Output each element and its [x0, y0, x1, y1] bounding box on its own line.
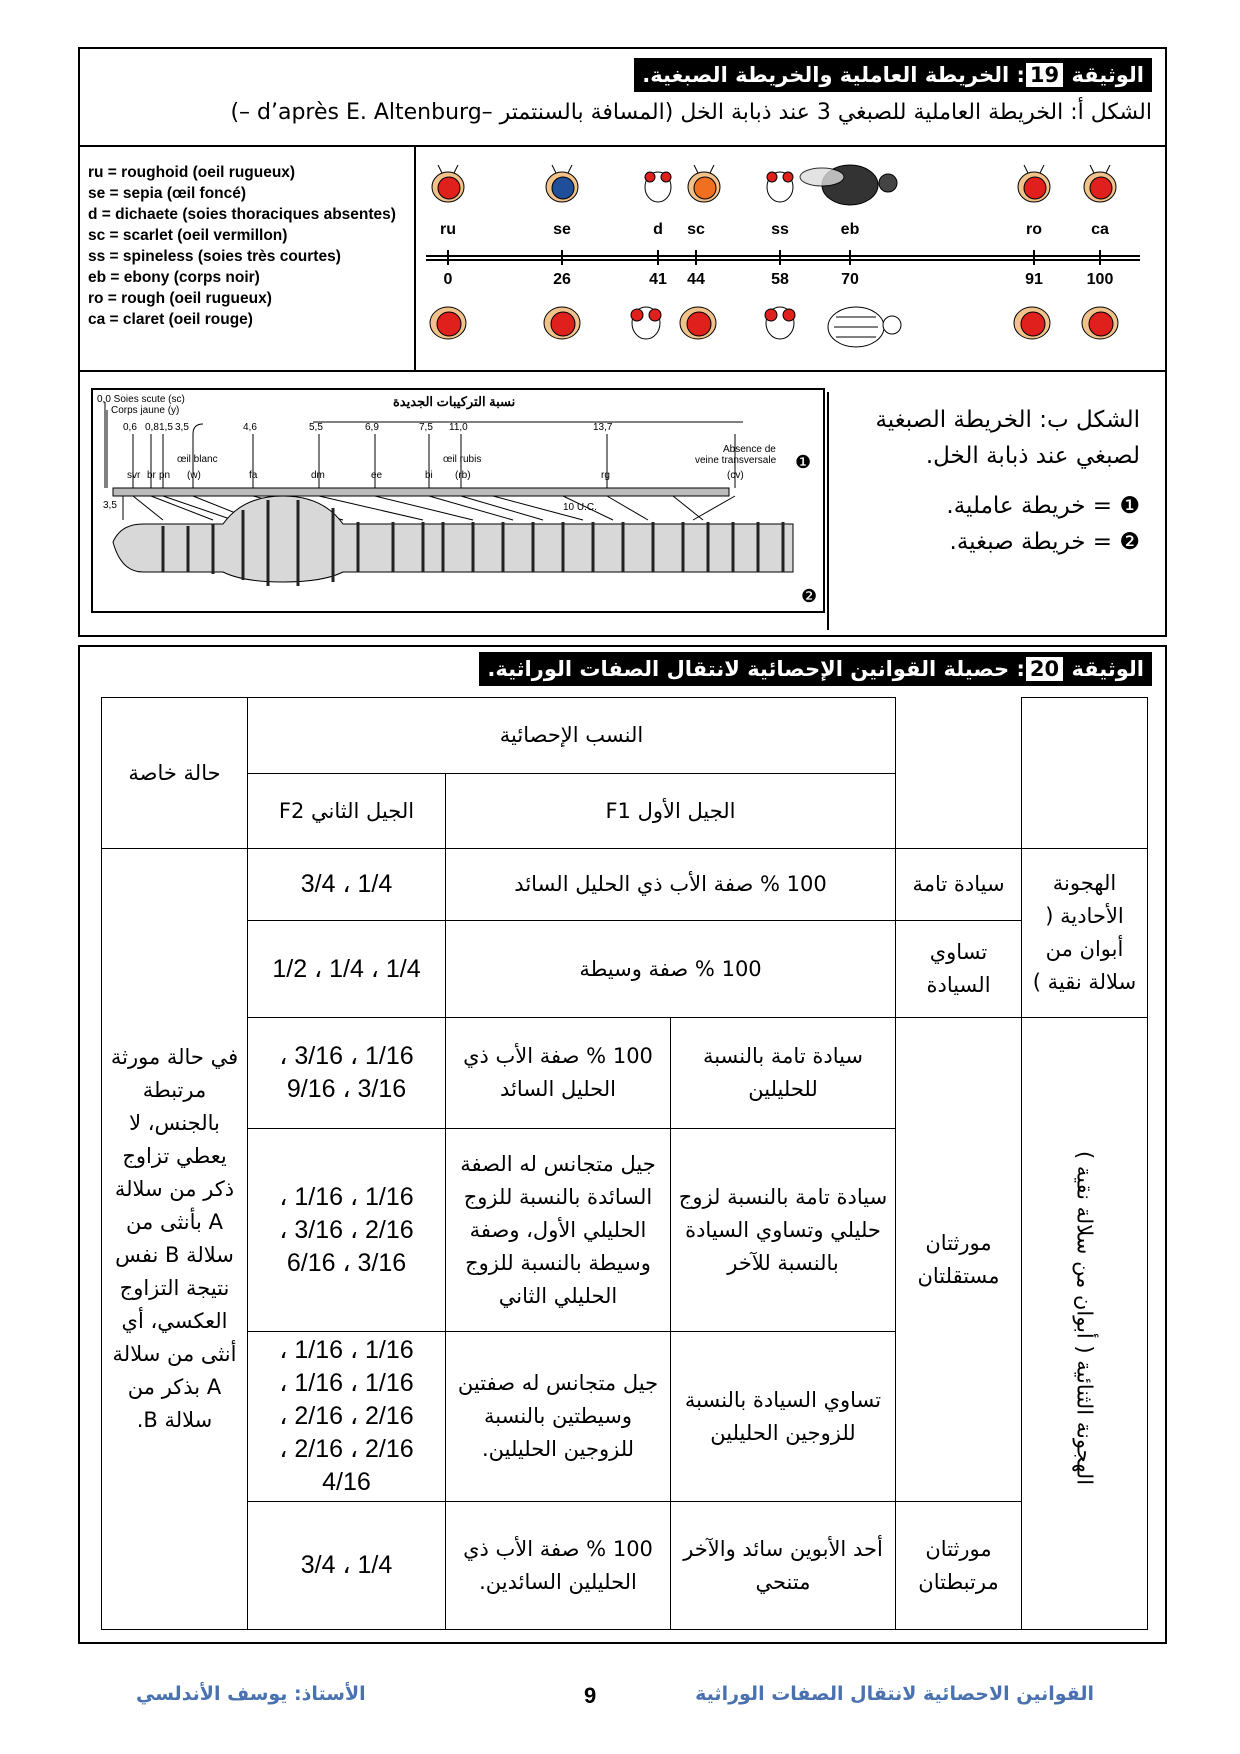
head-special: حالة خاصة: [102, 698, 248, 849]
fly-head-icon: [645, 172, 671, 202]
legend-item: d = dichaete (soies thoraciques absentes): [88, 206, 396, 223]
genetic-map-figure: [416, 147, 1166, 370]
marker-1: ❶: [795, 452, 812, 472]
map-b-label: 10 U.C.: [563, 502, 597, 513]
map-b-tick: 11,0: [449, 422, 468, 433]
doc20-label: الوثيقة: [1071, 657, 1144, 681]
f2-ratio: 1/4 ، 3/4: [248, 1502, 446, 1630]
table-corner: [1022, 698, 1148, 849]
di-category-text: الهجونة الثنائية ( أبوان من سلالة نقية ): [1072, 1151, 1097, 1486]
map-b-gene: ee: [371, 470, 383, 481]
gene-symbol: d: [653, 221, 663, 238]
fly-head-icon: [1018, 165, 1050, 202]
marker-2: ❷: [801, 586, 818, 606]
f2-ratio: 1/16 ، 3/16 ، 3/16 ، 9/16: [248, 1018, 446, 1129]
fig-b-caption-line: الشكل ب: الخريطة الصبغية: [875, 407, 1140, 433]
map-b-tick: 3,5: [175, 422, 189, 433]
independent-genes: مورثتان مستقلتان: [896, 1018, 1022, 1502]
gene-symbol: ss: [771, 221, 789, 238]
dominance-type: سيادة تامة بالنسبة لزوج حليلي وتساوي السيادة بالنسبة للآخر: [671, 1129, 896, 1332]
fig-b-caption-line: لصبغي عند ذبابة الخل.: [925, 443, 1140, 469]
f1-ratio: 100 % صفة الأب ذي الحليل السائد: [446, 849, 896, 921]
di-category: [1022, 1018, 1148, 1630]
map-b-tick: 0,8: [145, 422, 159, 433]
map-b-tick: 13,7: [593, 422, 613, 433]
gene-position: 44: [687, 271, 705, 288]
map-b-label: Absence de: [723, 444, 776, 455]
f2-ratio: 1/16 ، 1/16 ، 1/16 ، 1/16 ، 2/16 ، 2/16 ، 2/16 ، 2/16 ، 4/16: [248, 1332, 446, 1502]
gene-position: 0: [443, 271, 453, 288]
doc20-number: 20: [1025, 656, 1064, 682]
map-b-gene: (rb): [455, 470, 471, 481]
map-b-gene: br: [147, 470, 156, 481]
doc19-title: : الخريطة العاملية والخريطة الصبغية.: [642, 63, 1025, 87]
doc20-title: : حصيلة القوانين الإحصائية لانتقال الصفات الوراثية.: [487, 657, 1025, 681]
chromosome-map-figure: [93, 390, 823, 611]
map-b-tick: 7,5: [419, 422, 433, 433]
gene-symbol: se: [553, 221, 571, 238]
head-ratios: النسب الإحصائية: [248, 698, 896, 774]
dominance-type: سيادة تامة بالنسبة للحليلين: [671, 1018, 896, 1129]
fly-head-icon: [688, 165, 720, 202]
doc19-number: 19: [1025, 62, 1064, 88]
dominance-type: تساوي السيادة: [896, 921, 1022, 1018]
map-b-gene: dm: [311, 470, 325, 481]
gene-symbol: eb: [840, 221, 860, 238]
gene-position: 58: [771, 271, 789, 288]
fly-head-icon: [430, 307, 466, 339]
f2-ratio: 1/4 ، 3/4: [248, 849, 446, 921]
fig-b-caption: [875, 402, 1140, 560]
polytene-chromosome: [113, 496, 793, 582]
fly-head-icon: [1014, 307, 1050, 339]
fly-head-icon: [544, 307, 580, 339]
footer-subject: القوانين الاحصائية لانتقال الصفات الوراثية: [695, 1683, 1094, 1705]
fig-b-key: ❷ = خريطة صبغية.: [949, 529, 1140, 555]
gene-position: 91: [1025, 271, 1043, 288]
map-b-gene: bi: [425, 470, 433, 481]
gene-symbol: sc: [687, 221, 705, 238]
legend-item: se = sepia (œil foncé): [88, 185, 247, 202]
fly-head-icon: [1082, 307, 1118, 339]
map-b-gene: (cv): [727, 470, 744, 481]
dominance-type: أحد الأبوين سائد والآخر متنحي: [671, 1502, 896, 1630]
map-b-tick: 0,6: [123, 422, 137, 433]
fig-b-key: ❶ = خريطة عاملية.: [946, 493, 1140, 519]
f1-ratio: جيل متجانس له الصفة السائدة بالنسبة للزوج الحليلي الأول، وصفة وسيطة بالنسبة للزوج الحليلي الثاني: [446, 1129, 671, 1332]
map-b-label: veine transversale: [695, 455, 777, 466]
f2-ratio: 1/4 ، 1/4 ، 1/2: [248, 921, 446, 1018]
legend-item: ss = spineless (soies très courtes): [88, 248, 341, 265]
gene-position: 26: [553, 271, 571, 288]
map-b-gene: svr: [127, 470, 141, 481]
gene-position: 41: [649, 271, 667, 288]
fly-head-icon: [546, 165, 578, 202]
map-b-gene: (w): [187, 470, 201, 481]
legend-item: sc = scarlet (oeil vermillon): [88, 227, 288, 244]
table-corner: [896, 698, 1022, 849]
head-f2: الجيل الثاني F2: [248, 774, 446, 849]
legend-item: ru = roughoid (oeil rugueux): [88, 164, 296, 181]
fly-head-icon: [680, 307, 716, 339]
ebony-fly-icon: [800, 165, 897, 205]
page-number: 9: [584, 1683, 597, 1708]
map-b-gene: rg: [601, 470, 610, 481]
legend-item: ro = rough (oeil rugueux): [88, 290, 272, 307]
gene-legend: [88, 162, 408, 330]
map-b-label: œil blanc: [177, 454, 218, 465]
map-b-tick: 1,5: [159, 422, 173, 433]
f1-ratio: 100 % صفة الأب ذي الحليلين السائدين.: [446, 1502, 671, 1630]
f2-ratio: 1/16 ، 1/16 ، 2/16 ، 3/16 ، 3/16 ، 6/16: [248, 1129, 446, 1332]
doc19-label: الوثيقة: [1071, 63, 1144, 87]
gene-position: 70: [841, 271, 859, 288]
wild-fly-icon: [828, 307, 901, 347]
linked-genes: مورثتان مرتبطتان: [896, 1502, 1022, 1630]
legend-item: ca = claret (oeil rouge): [88, 311, 253, 328]
map-b-gene: fa: [249, 470, 258, 481]
genetic-map-svg: [416, 147, 1166, 370]
map-b-label: Corps jaune (y): [111, 405, 180, 416]
legend-item: eb = ebony (corps noir): [88, 269, 260, 286]
special-note: في حالة مورثة مرتبطة بالجنس، لا يعطي تزاوج ذكر من سلالة A بأنثى من سلالة B نفس نتيجة التزاوج العكسي، أي أنثى من سلالة A بذكر من سلالة B.: [102, 849, 248, 1630]
fly-head-icon: [765, 307, 795, 339]
map-b-label: 3,5: [103, 500, 117, 511]
doc20-header: [479, 652, 1152, 686]
f1-ratio: جيل متجانس له صفتين وسيطتين بالنسبة للزوجين الحليلين.: [446, 1332, 671, 1502]
footer-teacher: الأستاذ: يوسف الأندلسي: [136, 1683, 366, 1705]
fly-head-icon: [432, 165, 464, 202]
map-b-gene: pn: [159, 470, 171, 481]
map-b-tick: 6,9: [365, 422, 379, 433]
map-b-tick: 4,6: [243, 422, 257, 433]
gene-symbol: ro: [1026, 221, 1042, 238]
dominance-type: سيادة تامة: [896, 849, 1022, 921]
statistics-table: [101, 697, 1148, 1630]
head-f1: الجيل الأول F1: [446, 774, 896, 849]
fly-head-icon: [767, 172, 793, 202]
map-b-label: 0,0 Soies scute (sc): [97, 394, 185, 405]
dominance-type: تساوي السيادة بالنسبة للزوجين الحليلين: [671, 1332, 896, 1502]
fig-a-caption: الشكل أ: الخريطة العاملية للصبغي 3 عند ذبابة الخل (المسافة بالسنتمتر –d’après E. Altenburg –): [230, 100, 1152, 125]
f1-ratio: 100 % صفة الأب ذي الحليل السائد: [446, 1018, 671, 1129]
gene-position: 100: [1086, 271, 1114, 288]
fly-head-icon: [631, 307, 661, 339]
fly-head-icon: [1084, 165, 1116, 202]
map-b-title: نسبة التركيبات الجديدة: [393, 394, 516, 409]
map-b-tick: 5,5: [309, 422, 323, 433]
divider: [78, 370, 1167, 372]
gene-symbol: ru: [440, 221, 456, 238]
gene-symbol: ca: [1091, 221, 1109, 238]
doc19-header: [634, 58, 1152, 92]
divider: [827, 392, 829, 630]
mono-category: الهجونة الأحادية ( أبوان من سلالة نقية ): [1022, 849, 1148, 1018]
map-b-label: œil rubis: [443, 454, 482, 465]
f1-ratio: 100 % صفة وسيطة: [446, 921, 896, 1018]
